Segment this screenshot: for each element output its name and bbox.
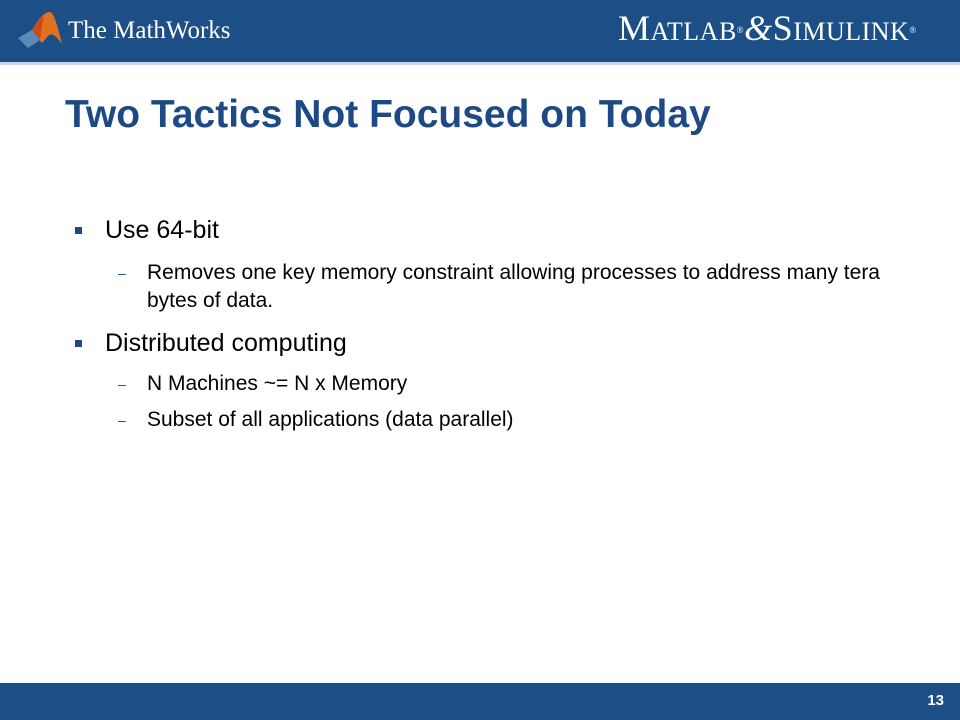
membrane-logo-icon: [14, 6, 64, 56]
bullet-text: Distributed computing: [105, 329, 347, 357]
footer-bar: [0, 683, 960, 720]
registered-mark-2: ®: [909, 25, 917, 35]
sub-bullet-text: Subset of all applications (data parallel): [147, 408, 514, 431]
product-initial-s: S: [772, 8, 794, 48]
dash-bullet-icon: –: [118, 376, 126, 392]
dash-bullet-icon: –: [118, 265, 126, 281]
product-ampersand: &: [744, 8, 773, 48]
header-bar: [0, 0, 960, 62]
slide-title: Two Tactics Not Focused on Today: [65, 93, 711, 136]
page-number: 13: [927, 692, 944, 709]
product-initial-m: M: [618, 8, 651, 48]
header-divider: [0, 62, 960, 65]
square-bullet-icon: [75, 340, 82, 347]
company-name: The MathWorks: [68, 17, 231, 44]
product-rest-atlab: ATLAB: [650, 17, 737, 46]
dash-bullet-icon: –: [118, 412, 126, 428]
product-logo-text: [618, 8, 917, 56]
product-rest-imulink: IMULINK: [793, 17, 910, 46]
sub-bullet-text: Removes one key memory constraint allowing processes to address many tera bytes of data.: [147, 261, 880, 312]
sub-bullet-text: N Machines ~= N x Memory: [147, 372, 408, 395]
bullet-text: Use 64-bit: [105, 216, 219, 244]
registered-mark: ®: [736, 25, 745, 35]
square-bullet-icon: [75, 227, 82, 234]
